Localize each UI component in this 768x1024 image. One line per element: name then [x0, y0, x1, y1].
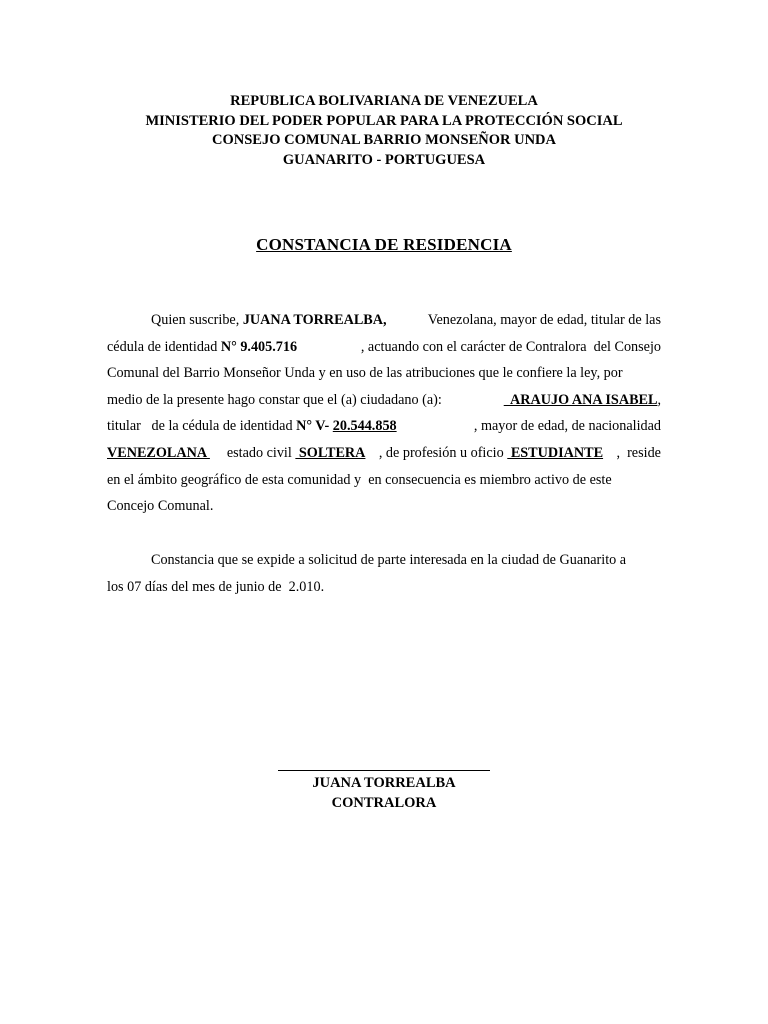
paragraph-line: [107, 440, 661, 467]
header-ministry: MINISTERIO DEL PODER POPULAR PARA LA PROTECCIÓN SOCIAL: [145, 112, 623, 129]
paragraph-line: [107, 334, 661, 361]
paragraph-line: [107, 360, 661, 387]
text-fragment: medio de la presente hago constar que el (a) ciudadano (a):: [107, 391, 446, 408]
signature-line: [278, 770, 490, 771]
text-fragment: Quien suscribe,: [151, 312, 243, 328]
paragraph-line: [107, 574, 661, 601]
signatory-role: CONTRALORA: [331, 794, 437, 811]
text-fragment: Venezolana, mayor de edad, titular de las: [424, 312, 661, 328]
text-fragment: ,: [657, 391, 661, 408]
document-title: CONSTANCIA DE RESIDENCIA: [256, 235, 512, 254]
body-paragraph-2: [107, 547, 661, 600]
paragraph-line: [107, 493, 661, 520]
document-header: [0, 92, 768, 170]
citizen-id-number: 20.544.858: [332, 418, 397, 435]
signature-block: [0, 774, 768, 813]
text-fragment: , mayor de edad, de nacionalidad: [473, 418, 661, 435]
header-republic: REPUBLICA BOLIVARIANA DE VENEZUELA: [230, 93, 538, 109]
text-fragment: Concejo Comunal.: [107, 498, 214, 515]
paragraph-line: [107, 413, 661, 440]
signatory-name: JUANA TORREALBA: [312, 775, 456, 791]
paragraph-line: [107, 387, 661, 414]
header-location: GUANARITO - PORTUGUESA: [282, 151, 486, 168]
text-fragment: en el ámbito geográfico de esta comunidad y en consecuencia es miembro activo de este: [107, 471, 612, 488]
paragraph-line: [107, 307, 661, 334]
text-fragment: cédula de identidad: [107, 338, 221, 355]
text-fragment: , actuando con el carácter de Contralora del Consejo: [360, 338, 661, 355]
text-fragment: , de profesión u oficio: [378, 444, 508, 461]
text-fragment: Comunal del Barrio Monseñor Unda y en uso de las atribuciones que le confiere la ley, por: [107, 365, 623, 382]
paragraph-line: [107, 467, 661, 494]
text-fragment: titular de la cédula de identidad: [107, 418, 297, 435]
text-fragment: , reside: [616, 444, 661, 461]
citizen-nationality: VENEZOLANA: [107, 444, 210, 461]
issuer-name: JUANA TORREALBA,: [242, 312, 387, 328]
body-paragraph-1: [107, 307, 661, 520]
citizen-id-label: N° V-: [296, 418, 333, 435]
paragraph-line: [107, 547, 661, 574]
text-fragment: estado civil: [223, 444, 296, 461]
issue-date-text: los 07 días del mes de junio de 2.010.: [107, 578, 325, 595]
citizen-name: ARAUJO ANA ISABEL: [503, 391, 658, 408]
issuer-id-number: N° 9.405.716: [220, 338, 298, 355]
citizen-occupation: ESTUDIANTE: [507, 444, 604, 461]
citizen-marital-status: SOLTERA: [295, 444, 366, 461]
header-council: CONSEJO COMUNAL BARRIO MONSEÑOR UNDA: [212, 132, 556, 148]
text-fragment: Constancia que se expide a solicitud de parte interesada en la ciudad de Guanarito a: [151, 552, 627, 568]
